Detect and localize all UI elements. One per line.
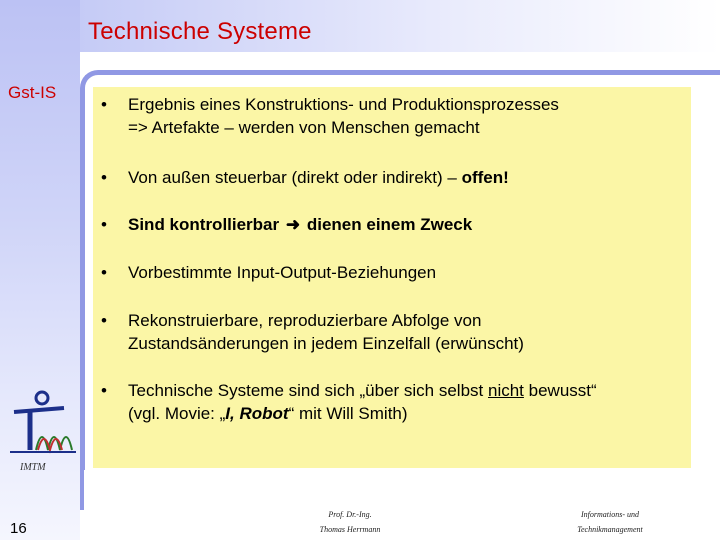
bullet-text-normal: Von außen steuerbar (direkt oder indirekt) – <box>128 168 462 187</box>
bullet-dot: • <box>101 168 107 187</box>
bullet-dot: • <box>101 381 107 400</box>
footer-department-line2: Technikmanagement <box>577 525 643 534</box>
bullet-text-part2: dienen einem Zweck <box>306 215 473 234</box>
bullet-text-underlined: nicht <box>488 381 524 400</box>
bullet-text: Ergebnis eines Konstruktions- und Produktionsprozesses <box>128 95 559 114</box>
footer-author-line2: Thomas Herrmann <box>319 525 381 534</box>
bullet-dot: • <box>101 311 107 330</box>
bullet-text-bold: offen! <box>461 168 509 187</box>
bullet-text-part1: Sind kontrollierbar <box>128 215 280 234</box>
footer-author <box>300 507 400 537</box>
bullet-dot: • <box>101 215 107 234</box>
bullet-text: Vorbestimmte Input-Output-Beziehungen <box>128 263 437 282</box>
page-number: 16 <box>10 520 27 537</box>
slide-title: Technische Systeme <box>88 18 312 45</box>
arrow-right-icon: ➜ <box>285 215 301 234</box>
imtm-logo-icon <box>0 388 80 458</box>
bullet-text <box>128 213 472 236</box>
footer-department-line1: Informations- und <box>581 510 639 519</box>
sidebar-gradient <box>0 0 80 540</box>
footer-author-line1: Prof. Dr.-Ing. <box>328 510 372 519</box>
section-label: Gst-IS <box>8 83 57 102</box>
bullet-text <box>128 166 509 189</box>
logo-text: IMTM <box>20 462 46 473</box>
bullet-text: Rekonstruierbare, reproduzierbare Abfolge von <box>128 311 482 330</box>
bullet-text-post: bewusst“ <box>523 381 597 400</box>
bullet-text: Zustandsänderungen in jedem Einzelfall (erwünscht) <box>128 334 524 353</box>
bullet-dot: • <box>101 263 107 282</box>
movie-title: I, Robot <box>225 404 289 423</box>
bullet-dot: • <box>101 95 107 114</box>
bullet-text <box>128 379 597 402</box>
footer-department <box>550 507 670 537</box>
bullet-text-pre: Technische Systeme sind sich „über sich selbst <box>128 381 488 400</box>
bullet-text-post: “ mit Will Smith) <box>288 404 408 423</box>
bullet-text-pre: (vgl. Movie: „ <box>128 404 226 423</box>
content-box <box>93 87 691 468</box>
bullet-text <box>128 402 408 425</box>
bullet-text: => Artefakte – werden von Menschen gemacht <box>128 118 480 137</box>
